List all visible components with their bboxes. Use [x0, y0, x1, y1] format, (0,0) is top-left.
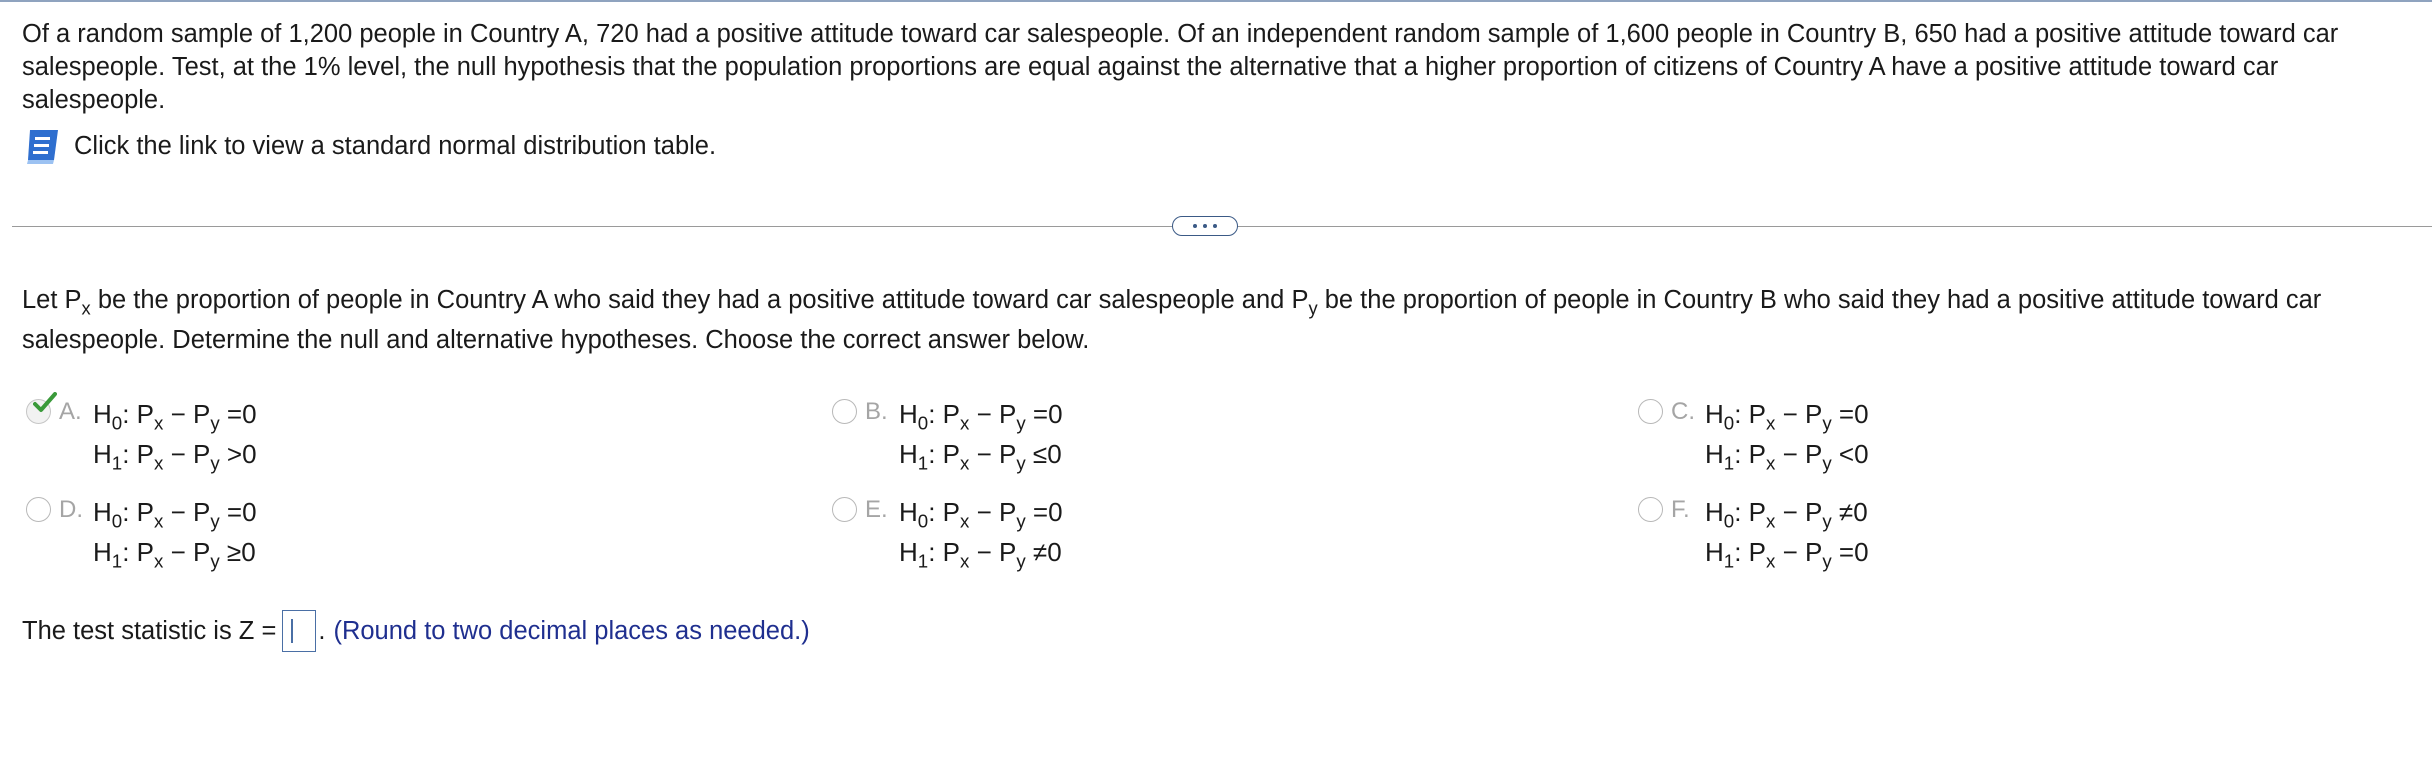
- expand-more-button[interactable]: [1172, 216, 1238, 236]
- option-hypotheses: $H_0$: $P_x - P_y =0$ $H_1$: $P_x - P_y >0$: [93, 399, 257, 474]
- radio-b[interactable]: [832, 399, 857, 424]
- option-d[interactable]: [26, 492, 257, 572]
- option-hypotheses: $H_0$: $P_x - P_y =0$ $H_1$: $P_x - P_y \ge 0$: [93, 497, 257, 572]
- table-link[interactable]: Click the link to view a standard normal distribution table.: [74, 131, 717, 160]
- option-hypotheses: $H_0$: $P_x - P_y =0$ $H_1$: $P_x - P_y \le 0$: [899, 399, 1063, 474]
- test-statistic-label: The test statistic is Z =: [22, 616, 277, 645]
- option-letter: B.: [865, 398, 888, 425]
- ellipsis-icon: [1193, 224, 1197, 228]
- option-e[interactable]: [832, 492, 1063, 572]
- problem-statement: Of a random sample of 1,200 people in Country A, 720 had a positive attitude toward car salespeople. Of an independent random sample of 1,600 people in Country B, 650 had a positive attitude toward car salespeople. Test, at the 1% level, the null hypothesis that the population proportions are equal against the alternative that a higher proportion of citizens of Country A have a positive attitude toward car salespeople.: [22, 20, 2339, 114]
- option-c[interactable]: [1638, 394, 1869, 474]
- test-statistic-row: [22, 610, 810, 652]
- radio-d[interactable]: [26, 497, 51, 522]
- option-letter: F.: [1671, 496, 1690, 523]
- option-a[interactable]: [26, 394, 257, 474]
- radio-c[interactable]: [1638, 399, 1663, 424]
- option-hypotheses: $H_0$: $P_x - P_y =0$ $H_1$: $P_x - P_y \ne 0$: [899, 497, 1063, 572]
- radio-a[interactable]: [26, 399, 51, 424]
- option-letter: A.: [59, 398, 82, 425]
- book-icon[interactable]: [22, 126, 64, 166]
- period: .: [318, 616, 326, 645]
- check-icon: [33, 392, 57, 414]
- top-rule: [0, 0, 2432, 2]
- option-b[interactable]: [832, 394, 1063, 474]
- radio-f[interactable]: [1638, 497, 1663, 522]
- option-letter: D.: [59, 496, 83, 523]
- option-letter: E.: [865, 496, 888, 523]
- option-hypotheses: $H_0$: $P_x - P_y =0$ $H_1$: $P_x - P_y <0$: [1705, 399, 1869, 474]
- z-answer-input[interactable]: [282, 610, 316, 652]
- question-text: Let $P_x$ be the proportion of people in Country A who said they had a positive attitude toward car salespeople and $P_y$ be the proportion of people in Country B who said they had a positive attitude toward car salespeople. Determine the null and alternative hypotheses. Choose the correct answer below.: [22, 286, 2322, 354]
- option-hypotheses: $H_0$: $P_x - P_y \ne 0$ $H_1$: $P_x - P_y =0$: [1705, 497, 1869, 572]
- rounding-hint: (Round to two decimal places as needed.): [333, 616, 810, 645]
- option-letter: C.: [1671, 398, 1695, 425]
- option-f[interactable]: [1638, 492, 1869, 572]
- table-link-row[interactable]: [22, 126, 716, 166]
- radio-e[interactable]: [832, 497, 857, 522]
